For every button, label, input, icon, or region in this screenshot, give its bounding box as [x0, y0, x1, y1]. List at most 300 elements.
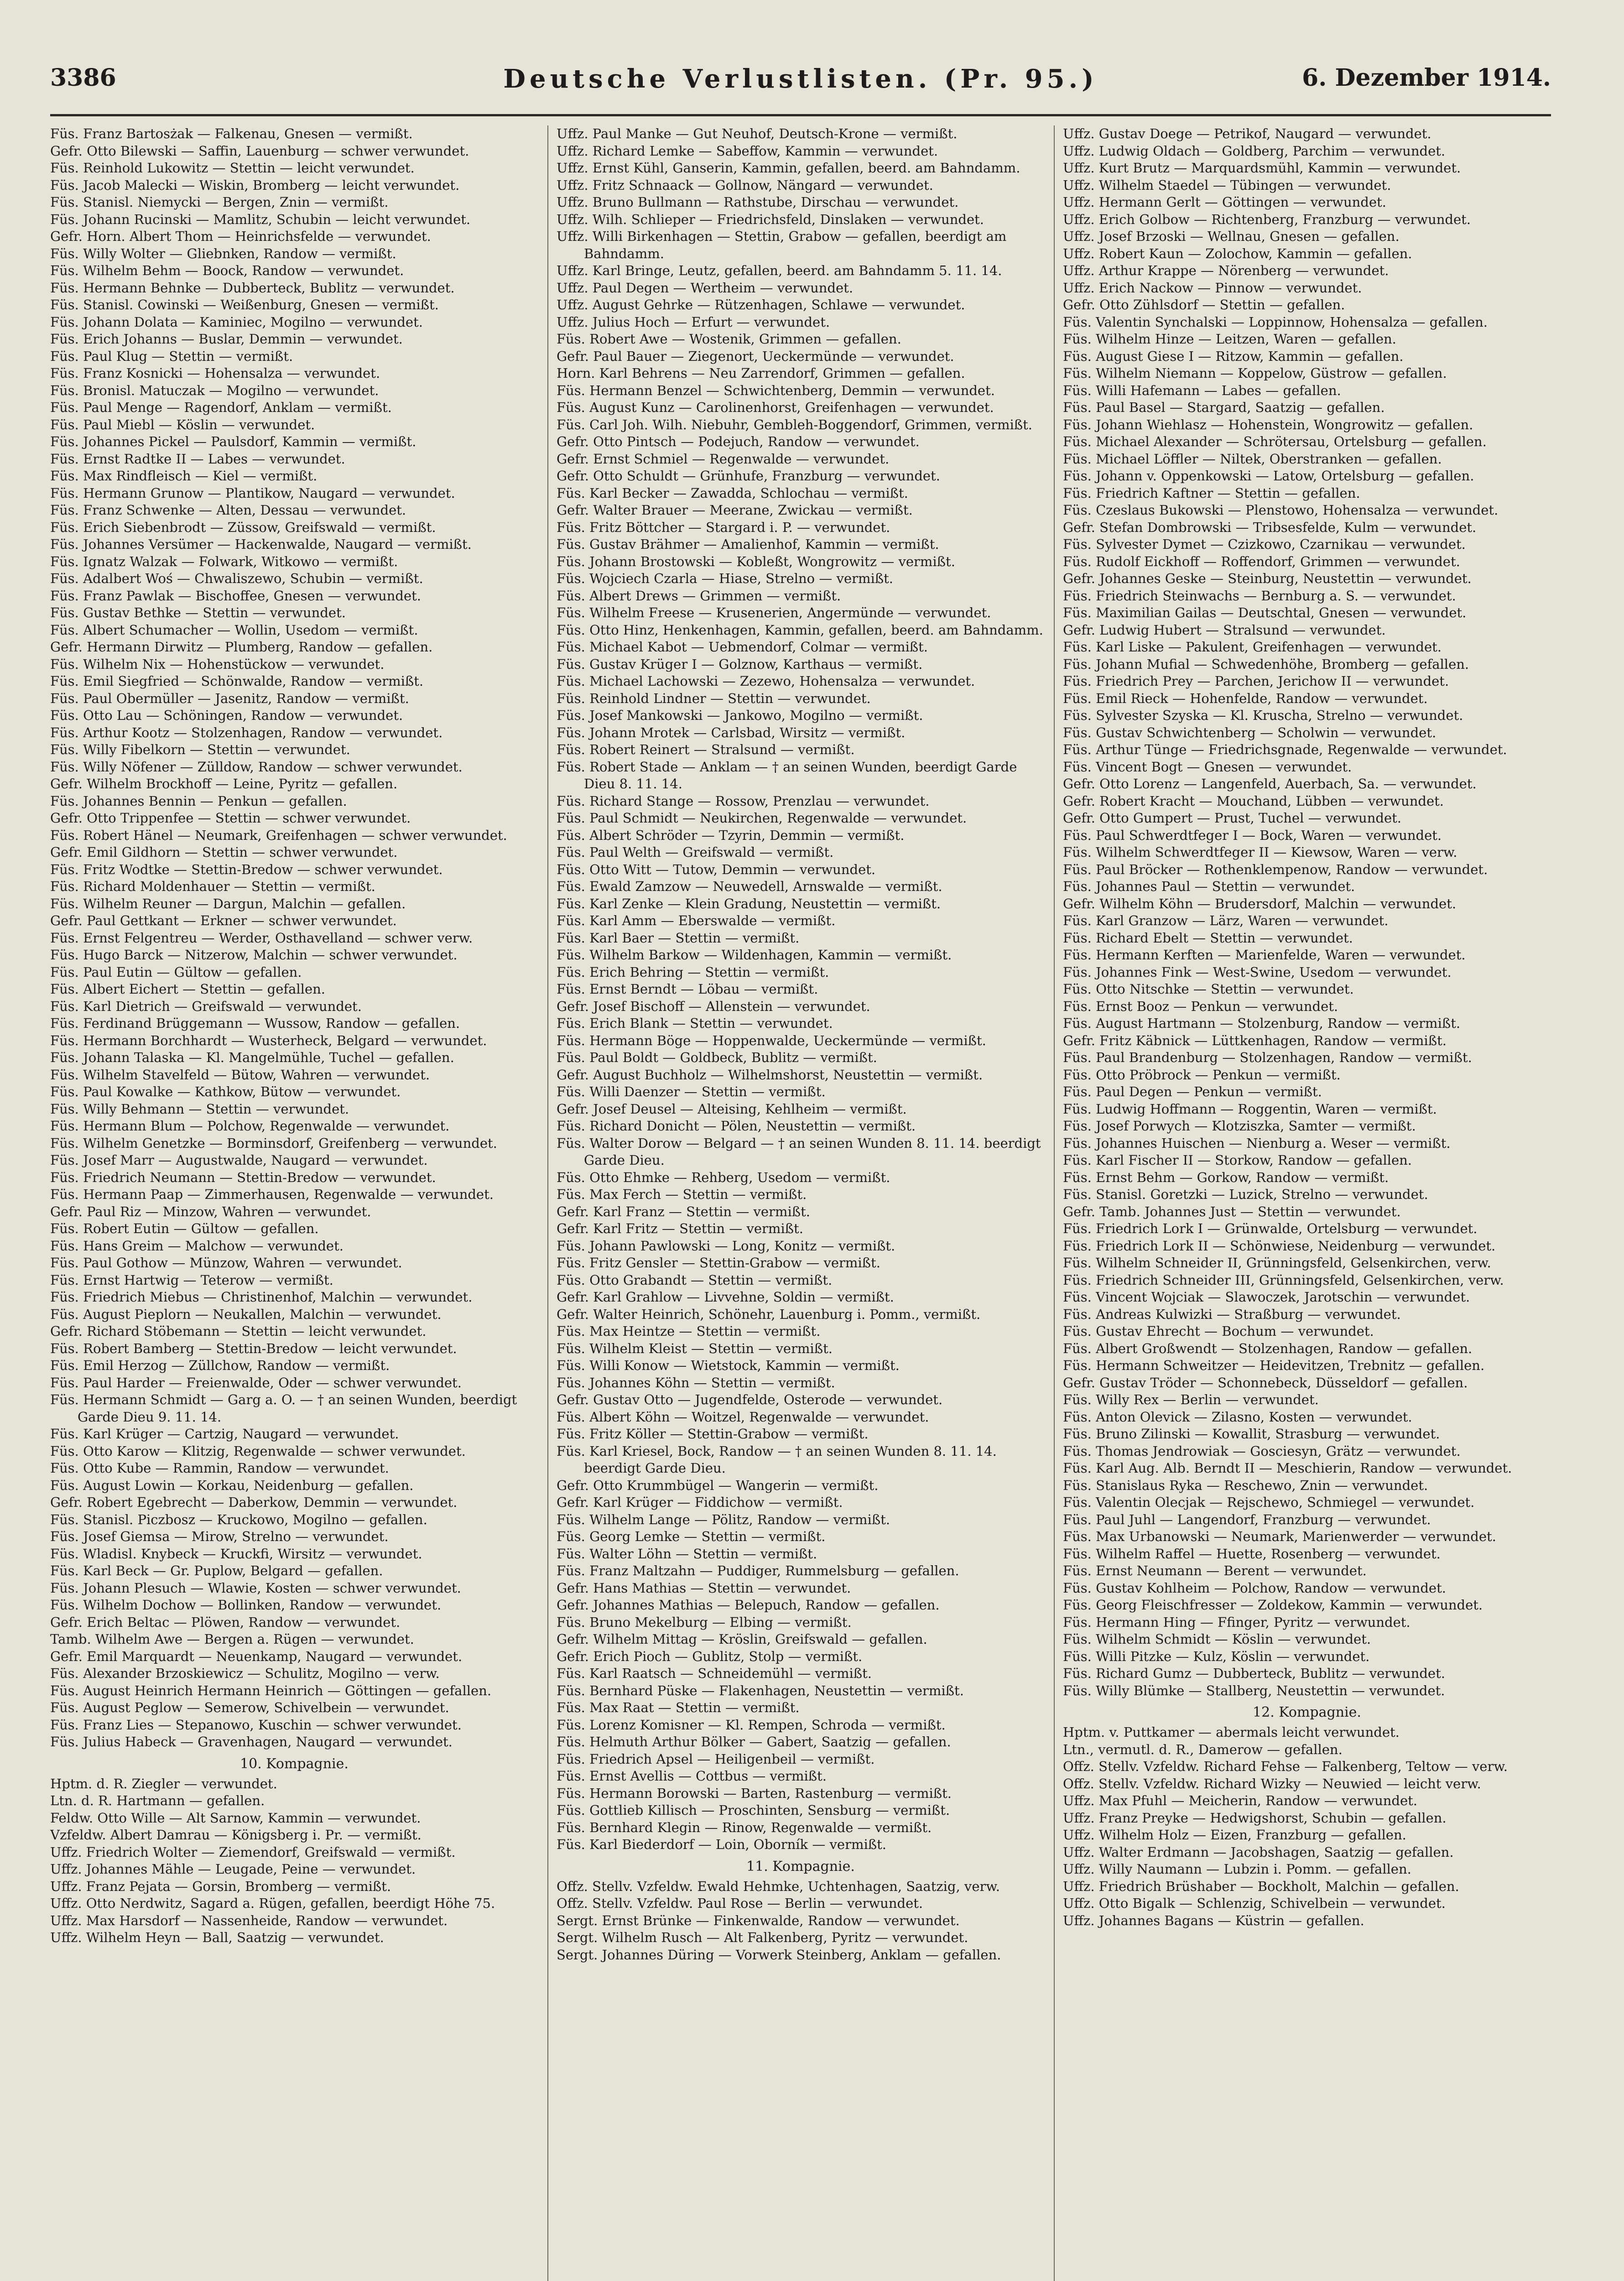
- casualty-entry: Offz. Stellv. Vzfeldw. Richard Wizky — Neuwied — leicht verw.: [1063, 1776, 1481, 1791]
- casualty-entry: Füs. Willi Pitzke — Kulz, Köslin — verwundet.: [1063, 1648, 1370, 1664]
- casualty-entry: Füs. Czeslaus Bukowski — Plenstowo, Hohensalza — verwundet.: [1063, 502, 1499, 518]
- casualty-entry: Gefr. Stefan Dombrowski — Tribsesfelde, Kulm — verwundet.: [1063, 519, 1477, 535]
- casualty-entry: Füs. Willy Fibelkorn — Stettin — verwundet.: [50, 742, 350, 757]
- casualty-entry: Füs. Wilhelm Barkow — Wildenhagen, Kammin — vermißt.: [557, 947, 952, 963]
- issue-number: (Pr. 95.): [944, 64, 1098, 94]
- casualty-entry: Füs. Max Ferch — Stettin — vermißt.: [557, 1187, 807, 1202]
- casualty-entry: Füs. Paul Basel — Stargard, Saatzig — gefallen.: [1063, 400, 1385, 415]
- casualty-entry: Uffz. Wilhelm Heyn — Ball, Saatzig — verwundet.: [50, 1930, 384, 1945]
- casualty-entry: Füs. Lorenz Komisner — Kl. Rempen, Schroda — vermißt.: [557, 1717, 946, 1733]
- casualty-entry: Füs. Stanislaus Ryka — Reschewo, Znin — verwundet.: [1063, 1477, 1428, 1493]
- casualty-entry: Sergt. Wilhelm Rusch — Alt Falkenberg, Pyritz — verwundet.: [557, 1930, 968, 1945]
- casualty-entry: Füs. Helmuth Arthur Bölker — Gabert, Saatzig — gefallen.: [557, 1734, 951, 1750]
- casualty-entry: Uffz. Friedrich Brüshaber — Bockholt, Malchin — gefallen.: [1063, 1878, 1459, 1894]
- casualty-entry: Füs. Wilhelm Genetzke — Borminsdorf, Greifenberg — verwundet.: [50, 1135, 497, 1151]
- casualty-entry: Offz. Stellv. Vzfeldw. Richard Fehse — Falkenberg, Teltow — verw.: [1063, 1759, 1508, 1774]
- casualty-entry: Sergt. Ernst Brünke — Finkenwalde, Randow — verwundet.: [557, 1912, 960, 1928]
- casualty-entry: Füs. Hans Greim — Malchow — verwundet.: [50, 1238, 344, 1254]
- casualty-entry: Füs. Wilhelm Hinze — Leitzen, Waren — gefallen.: [1063, 331, 1396, 347]
- casualty-entry: Füs. Willy Wolter — Gliebnken, Randow — vermißt.: [50, 245, 396, 261]
- casualty-entry: Füs. Ernst Booz — Penkun — verwundet.: [1063, 998, 1338, 1014]
- casualty-entry: Uffz. Josef Brzoski — Wellnau, Gnesen — gefallen.: [1063, 229, 1400, 244]
- casualty-entry: Füs. Max Urbanowski — Neumark, Marienwerder — verwundet.: [1063, 1529, 1496, 1544]
- issue-date: 6. Dezember 1914.: [1302, 64, 1551, 92]
- casualty-entry: Uffz. Richard Lemke — Sabeffow, Kammin — verwundet.: [557, 143, 938, 159]
- casualty-entry: Füs. Hermann Borchhardt — Wusterheck, Belgard — verwundet.: [50, 1032, 487, 1048]
- casualty-entry: Füs. Julius Habeck — Gravenhagen, Naugard — verwundet.: [50, 1734, 453, 1750]
- casualty-entry: Füs. Valentin Synchalski — Loppinnow, Hohensalza — gefallen.: [1063, 314, 1488, 330]
- casualty-entry: Füs. Richard Donicht — Pölen, Neustettin — vermißt.: [557, 1118, 916, 1134]
- casualty-entry: Füs. Erich Siebenbrodt — Züssow, Greifswald — vermißt.: [50, 519, 436, 535]
- company-heading: 11. Kompagnie.: [746, 1858, 855, 1875]
- casualty-entry: Füs. Bronisl. Matuczak — Mogilno — verwundet.: [50, 382, 379, 398]
- casualty-entry: Füs. Erich Behring — Stettin — vermißt.: [557, 964, 829, 980]
- casualty-entry: Sergt. Johannes Düring — Vorwerk Steinberg, Anklam — gefallen.: [557, 1947, 1001, 1963]
- casualty-entry: Füs. August Heinrich Hermann Heinrich — Göttingen — gefallen.: [50, 1682, 492, 1698]
- casualty-entry: Füs. Gustav Brähmer — Amalienhof, Kammin — vermißt.: [557, 536, 939, 552]
- casualty-entry: Füs. Ernst Hartwig — Teterow — vermißt.: [50, 1272, 333, 1288]
- casualty-entry: Füs. Johann Talaska — Kl. Mangelmühle, Tuchel — gefallen.: [50, 1050, 454, 1065]
- casualty-entry: Füs. Wilhelm Niemann — Koppelow, Güstrow — gefallen.: [1063, 365, 1447, 381]
- casualty-entry: Gefr. Karl Fritz — Stettin — vermißt.: [557, 1221, 803, 1236]
- casualty-entry: Gefr. Horn. Albert Thom — Heinrichsfelde — verwundet.: [50, 229, 431, 244]
- casualty-entry: Füs. Karl Biederdorf — Loin, Oborník — vermißt.: [557, 1837, 886, 1852]
- casualty-entry: Gefr. Tamb. Johannes Just — Stettin — verwundet.: [1063, 1203, 1401, 1219]
- casualty-entry: Füs. Karl Zenke — Klein Gradung, Neustettin — vermißt.: [557, 896, 941, 911]
- casualty-entry: Hptm. v. Puttkamer — abermals leicht verwundet.: [1063, 1724, 1400, 1740]
- casualty-entry: Füs. Paul Obermüller — Jasenitz, Randow — vermißt.: [50, 690, 409, 706]
- casualty-entry: Uffz. Max Pfuhl — Meicherin, Randow — verwundet.: [1063, 1793, 1418, 1808]
- casualty-entry: Gefr. Wilhelm Brockhoff — Leine, Pyritz — gefallen.: [50, 776, 398, 792]
- casualty-entry: Füs. Hermann Schweitzer — Heidevitzen, Trebnitz — gefallen.: [1063, 1358, 1485, 1373]
- casualty-entry: Füs. Otto Grabandt — Stettin — vermißt.: [557, 1272, 833, 1288]
- casualty-entry: Füs. Willi Daenzer — Stettin — vermißt.: [557, 1084, 826, 1099]
- casualty-entry: Füs. Paul Brandenburg — Stolzenhagen, Randow — vermißt.: [1063, 1050, 1472, 1065]
- casualty-entry: Uffz. Erich Golbow — Richtenberg, Franzburg — verwundet.: [1063, 211, 1471, 227]
- casualty-entry: Gefr. Hans Mathias — Stettin — verwundet.: [557, 1580, 851, 1596]
- casualty-entry: Füs. Karl Liske — Pakulent, Greifenhagen — verwundet.: [1063, 639, 1442, 655]
- casualty-entry: Füs. Paul Eutin — Gültow — gefallen.: [50, 964, 302, 980]
- casualty-entry: Füs. Ferdinand Brüggemann — Wussow, Randow — gefallen.: [50, 1016, 460, 1031]
- casualty-entry: Füs. Wilhelm Schwerdtfeger II — Kiewsow, Waren — verw.: [1063, 844, 1457, 860]
- casualty-entry: Füs. Karl Becker — Zawadda, Schlochau — vermißt.: [557, 485, 908, 501]
- casualty-entry: Füs. Erich Johanns — Buslar, Demmin — verwundet.: [50, 331, 403, 347]
- casualty-entry: Gefr. Otto Zühlsdorf — Stettin — gefallen.: [1063, 297, 1345, 312]
- casualty-entry: Füs. Vincent Wojciak — Slawoczek, Jarotschin — verwundet.: [1063, 1289, 1470, 1305]
- casualty-entry: Füs. Paul Schwerdtfeger I — Bock, Waren — verwundet.: [1063, 827, 1442, 843]
- casualty-entry: Füs. August Hartmann — Stolzenburg, Randow — vermißt.: [1063, 1016, 1461, 1031]
- casualty-entry: Füs. Paul Bröcker — Rothenklempenow, Randow — verwundet.: [1063, 861, 1488, 877]
- casualty-entry: Uffz. Arthur Krappe — Nörenberg — verwundet.: [1063, 263, 1389, 278]
- casualty-entry: Füs. Willy Behmann — Stettin — verwundet.: [50, 1101, 349, 1117]
- casualty-entry: Füs. Paul Miebl — Köslin — verwundet.: [50, 417, 315, 432]
- casualty-entry: Gefr. Erich Beltac — Plöwen, Randow — verwundet.: [50, 1614, 401, 1630]
- casualty-entry: Füs. Walter Löhn — Stettin — vermißt.: [557, 1546, 817, 1562]
- casualty-entry: Füs. Albert Drews — Grimmen — vermißt.: [557, 588, 841, 604]
- casualty-entry: Füs. Karl Raatsch — Schneidemühl — vermißt.: [557, 1666, 872, 1681]
- casualty-entry: Füs. Gottlieb Killisch — Proschinten, Sensburg — vermißt.: [557, 1802, 950, 1818]
- casualty-entry: Füs. Josef Porwych — Klotziszka, Samter — vermißt.: [1063, 1118, 1416, 1134]
- casualty-entry: Füs. Paul Boldt — Goldbeck, Bublitz — vermißt.: [557, 1050, 877, 1065]
- casualty-entry: Füs. Paul Gothow — Münzow, Wahren — verwundet.: [50, 1255, 402, 1271]
- casualty-entry: Füs. Georg Fleischfresser — Zoldekow, Kammin — verwundet.: [1063, 1597, 1483, 1613]
- casualty-entry: Füs. Friedrich Kaftner — Stettin — gefallen.: [1063, 485, 1360, 501]
- casualty-entry: Füs. Stanisl. Goretzki — Luzick, Strelno — verwundet.: [1063, 1187, 1428, 1202]
- page-header: [50, 64, 1551, 116]
- column-2: [557, 125, 1045, 2281]
- casualty-entry: Füs. Wilhelm Freese — Krusenerien, Angermünde — verwundet.: [557, 605, 991, 620]
- casualty-entry: Gefr. Robert Kracht — Mouchand, Lübben — verwundet.: [1063, 793, 1444, 809]
- casualty-entry: Füs. Otto Nitschke — Stettin — verwundet.: [1063, 981, 1354, 997]
- casualty-entry: Gefr. Robert Egebrecht — Daberkow, Demmin — verwundet.: [50, 1495, 458, 1510]
- casualty-entry: Uffz. Franz Pejata — Gorsin, Bromberg — vermißt.: [50, 1878, 391, 1894]
- casualty-entry: Füs. Friedrich Lork II — Schönwiese, Neidenburg — verwundet.: [1063, 1238, 1496, 1254]
- casualty-entry: Füs. Josef Marr — Augustwalde, Naugard — verwundet.: [50, 1152, 428, 1168]
- casualty-entry: Füs. Michael Alexander — Schrötersau, Ortelsburg — gefallen.: [1063, 434, 1487, 449]
- casualty-entry: Uffz. Willy Naumann — Lubzin i. Pomm. — gefallen.: [1063, 1861, 1411, 1877]
- casualty-entry: Füs. Robert Awe — Wostenik, Grimmen — gefallen.: [557, 331, 901, 347]
- casualty-entry: Füs. Friedrich Lork I — Grünwalde, Ortelsburg — verwundet.: [1063, 1221, 1478, 1236]
- casualty-entry: Füs. Johannes Huischen — Nienburg a. Weser — vermißt.: [1063, 1135, 1451, 1151]
- casualty-entry: Füs. Walter Dorow — Belgard — † an seinen Wunden 8. 11. 14. beerdigt Garde Dieu.: [557, 1135, 1041, 1168]
- casualty-entry: Füs. Wilhelm Reuner — Dargun, Malchin — gefallen.: [50, 896, 406, 911]
- casualty-entry: Gefr. Otto Bilewski — Saffin, Lauenburg — schwer verwundet.: [50, 143, 469, 159]
- casualty-entry: Füs. Friedrich Miebus — Christinenhof, Malchin — verwundet.: [50, 1289, 473, 1305]
- casualty-entry: Uffz. Johannes Mähle — Leugade, Peine — verwundet.: [50, 1861, 416, 1877]
- casualty-entry: Uffz. Hermann Gerlt — Göttingen — verwundet.: [1063, 194, 1386, 210]
- casualty-entry: Füs. Emil Rieck — Hohenfelde, Randow — verwundet.: [1063, 690, 1428, 706]
- casualty-entry: Füs. Paul Kowalke — Kathkow, Bütow — verwundet.: [50, 1084, 401, 1099]
- casualty-entry: Füs. Paul Schmidt — Neukirchen, Regenwalde — verwundet.: [557, 810, 967, 826]
- casualty-entry: Gefr. Karl Franz — Stettin — vermißt.: [557, 1203, 810, 1219]
- company-heading: 12. Kompagnie.: [1253, 1704, 1361, 1720]
- casualty-entry: Füs. Bernhard Püske — Flakenhagen, Neustettin — vermißt.: [557, 1682, 964, 1698]
- casualty-entry: Füs. Hermann Böge — Hoppenwalde, Ueckermünde — vermißt.: [557, 1032, 986, 1048]
- casualty-entry: Uffz. Julius Hoch — Erfurt — verwundet.: [557, 314, 830, 330]
- casualty-entry: Füs. Albert Köhn — Woitzel, Regenwalde — verwundet.: [557, 1409, 929, 1425]
- casualty-entry: Füs. Fritz Böttcher — Stargard i. P. — verwundet.: [557, 519, 890, 535]
- casualty-entry: Füs. Wilhelm Kleist — Stettin — vermißt.: [557, 1340, 833, 1356]
- casualty-entry: Füs. Bruno Mekelburg — Elbing — vermißt.: [557, 1614, 852, 1630]
- casualty-entry: Füs. Franz Schwenke — Alten, Dessau — verwundet.: [50, 502, 406, 518]
- casualty-entry: Uffz. Ludwig Oldach — Goldberg, Parchim — verwundet.: [1063, 143, 1446, 159]
- casualty-entry: Füs. Hugo Barck — Nitzerow, Malchin — schwer verwundet.: [50, 947, 458, 963]
- casualty-entry: Füs. Franz Maltzahn — Puddiger, Rummelsburg — gefallen.: [557, 1563, 959, 1578]
- casualty-entry: Füs. Hermann Behnke — Dubberteck, Bublitz — verwundet.: [50, 280, 455, 296]
- casualty-entry: Uffz. Karl Bringe, Leutz, gefallen, beerd. am Bahndamm 5. 11. 14.: [557, 263, 1002, 278]
- publication-name: Deutsche Verlustlisten.: [503, 64, 932, 94]
- casualty-entry: Füs. Anton Olevick — Zilasno, Kosten — verwundet.: [1063, 1409, 1412, 1425]
- casualty-entry: Gefr. Otto Krummbügel — Wangerin — vermißt.: [557, 1477, 879, 1493]
- casualty-entry: Offz. Stellv. Vzfeldw. Paul Rose — Berlin — verwundet.: [557, 1896, 923, 1911]
- casualty-entry: Füs. Franz Lies — Stepanowo, Kuschin — schwer verwundet.: [50, 1717, 462, 1733]
- casualty-entry: Uffz. Robert Kaun — Zolochow, Kammin — gefallen.: [1063, 245, 1412, 261]
- column-divider: [547, 125, 548, 2281]
- casualty-entry: Füs. Karl Aug. Alb. Berndt II — Meschierin, Randow — verwundet.: [1063, 1460, 1512, 1476]
- casualty-entry: Füs. Karl Amm — Eberswalde — vermißt.: [557, 913, 836, 928]
- casualty-entry: Uffz. Willi Birkenhagen — Stettin, Grabow — gefallen, beerdigt am Bahndamm.: [557, 229, 1007, 261]
- company-heading: 10. Kompagnie.: [240, 1755, 349, 1772]
- casualty-entry: Gefr. Hermann Dirwitz — Plumberg, Randow — gefallen.: [50, 639, 433, 655]
- casualty-entry: Füs. Robert Eutin — Gültow — gefallen.: [50, 1221, 319, 1236]
- casualty-entry: Uffz. Gustav Doege — Petrikof, Naugard — verwundet.: [1063, 126, 1431, 141]
- casualty-entry: Füs. Friedrich Prey — Parchen, Jerichow II — verwundet.: [1063, 673, 1449, 689]
- casualty-entry: Füs. Wojciech Czarla — Hiase, Strelno — vermißt.: [557, 571, 893, 586]
- casualty-entry: Uffz. Wilh. Schlieper — Friedrichsfeld, Dinslaken — verwundet.: [557, 211, 984, 227]
- casualty-entry: Füs. Paul Harder — Freienwalde, Oder — schwer verwundet.: [50, 1375, 462, 1390]
- casualty-entry: Füs. Bruno Zilinski — Kowallit, Strasburg — verwundet.: [1063, 1426, 1440, 1442]
- casualty-entry: Füs. Reinhold Lukowitz — Stettin — leicht verwundet.: [50, 160, 415, 176]
- casualty-entry: Gefr. Otto Schuldt — Grünhufe, Franzburg — verwundet.: [557, 468, 940, 484]
- casualty-entry: Füs. Hermann Blum — Polchow, Regenwalde — verwundet.: [50, 1118, 450, 1134]
- casualty-entry: Füs. Robert Stade — Anklam — † an seinen Wunden, beerdigt Garde Dieu 8. 11. 14.: [557, 759, 1017, 792]
- casualty-entry: Füs. Max Raat — Stettin — vermißt.: [557, 1700, 800, 1715]
- casualty-entry: Füs. Michael Lachowski — Zezewo, Hohensalza — verwundet.: [557, 673, 975, 689]
- casualty-entry: Uffz. Max Harsdorf — Nassenheide, Randow — verwundet.: [50, 1912, 448, 1928]
- casualty-entry: Füs. Otto Hinz, Henkenhagen, Kammin, gefallen, beerd. am Bahndamm.: [557, 622, 1043, 638]
- casualty-entry: Füs. Friedrich Schneider III, Grünningsfeld, Gelsenkirchen, verw.: [1063, 1272, 1504, 1288]
- casualty-entry: Füs. Gustav Bethke — Stettin — verwundet.: [50, 605, 346, 620]
- casualty-entry: Gefr. Gustav Otto — Jugendfelde, Osterode — verwundet.: [557, 1392, 943, 1407]
- casualty-entry: Füs. August Pieplorn — Neukallen, Malchin — verwundet.: [50, 1306, 442, 1322]
- casualty-entry: Füs. Paul Menge — Ragendorf, Anklam — vermißt.: [50, 400, 392, 415]
- casualty-entry: Gefr. Josef Bischoff — Allenstein — verwundet.: [557, 998, 870, 1014]
- casualty-entry: Gefr. Walter Heinrich, Schönehr, Lauenburg i. Pomm., vermißt.: [557, 1306, 981, 1322]
- casualty-entry: Füs. Emil Siegfried — Schönwalde, Randow — vermißt.: [50, 673, 424, 689]
- casualty-entry: Füs. Arthur Kootz — Stolzenhagen, Randow — verwundet.: [50, 724, 443, 740]
- casualty-entry: Füs. Johannes Fink — West-Swine, Usedom — verwundet.: [1063, 964, 1452, 980]
- casualty-entry: Füs. Wladisl. Knybeck — Kruckfi, Wirsitz — verwundet.: [50, 1546, 422, 1562]
- casualty-entry: Füs. Robert Reinert — Stralsund — vermißt.: [557, 742, 855, 757]
- casualty-entry: Füs. Hermann Paap — Zimmerhausen, Regenwalde — verwundet.: [50, 1187, 494, 1202]
- casualty-entry: Füs. Fritz Wodtke — Stettin-Bredow — schwer verwundet.: [50, 861, 443, 877]
- casualty-entry: Gefr. Ludwig Hubert — Stralsund — verwundet.: [1063, 622, 1386, 638]
- casualty-entry: Horn. Karl Behrens — Neu Zarrendorf, Grimmen — gefallen.: [557, 365, 965, 381]
- page-number: 3386: [50, 64, 116, 92]
- casualty-entry: Offz. Stellv. Vzfeldw. Ewald Hehmke, Uchtenhagen, Saatzig, verw.: [557, 1878, 1000, 1894]
- casualty-entry: Uffz. Walter Erdmann — Jacobshagen, Saatzig — gefallen.: [1063, 1844, 1454, 1860]
- casualty-entry: Gefr. Walter Brauer — Meerane, Zwickau — vermißt.: [557, 502, 913, 518]
- casualty-entry: Füs. Willy Rex — Berlin — verwundet.: [1063, 1392, 1319, 1407]
- casualty-entry: Gefr. Johannes Geske — Steinburg, Neustettin — verwundet.: [1063, 571, 1472, 586]
- casualty-entry: Füs. Ludwig Hoffmann — Roggentin, Waren — vermißt.: [1063, 1101, 1437, 1117]
- casualty-entry: Füs. Albert Großwendt — Stolzenhagen, Randow — gefallen.: [1063, 1340, 1473, 1356]
- casualty-entry: Füs. Paul Juhl — Langendorf, Franzburg — verwundet.: [1063, 1511, 1431, 1527]
- casualty-entry: Uffz. Franz Preyke — Hedwigshorst, Schubin — gefallen.: [1063, 1810, 1447, 1826]
- casualty-entry: Füs. Otto Witt — Tutow, Demmin — verwundet.: [557, 861, 876, 877]
- casualty-entry: Füs. Johannes Köhn — Stettin — vermißt.: [557, 1375, 835, 1390]
- casualty-entry: Gefr. Paul Riz — Minzow, Wahren — verwundet.: [50, 1203, 371, 1219]
- casualty-entry: Füs. Ernst Behm — Gorkow, Randow — vermißt.: [1063, 1169, 1389, 1185]
- casualty-entry: Füs. Karl Granzow — Lärz, Waren — verwundet.: [1063, 913, 1389, 928]
- column-divider: [1054, 125, 1055, 2281]
- casualty-entry: Füs. Richard Stange — Rossow, Prenzlau — verwundet.: [557, 793, 930, 809]
- casualty-entry: Füs. Wilhelm Schmidt — Köslin — verwundet.: [1063, 1631, 1371, 1647]
- casualty-entry: Füs. Willy Blümke — Stallberg, Neustettin — verwundet.: [1063, 1682, 1445, 1698]
- casualty-entry: Füs. Karl Baer — Stettin — vermißt.: [557, 930, 800, 946]
- casualty-entry: Tamb. Wilhelm Awe — Bergen a. Rügen — verwundet.: [50, 1631, 414, 1647]
- casualty-entry: Füs. Otto Ehmke — Rehberg, Usedom — vermißt.: [557, 1169, 890, 1185]
- casualty-entry: Uffz. Paul Manke — Gut Neuhof, Deutsch-Krone — vermißt.: [557, 126, 958, 141]
- casualty-entry: Ltn. d. R. Hartmann — gefallen.: [50, 1793, 265, 1808]
- casualty-entry: Gefr. Paul Bauer — Ziegenort, Ueckermünde — verwundet.: [557, 348, 954, 364]
- casualty-entry: Gefr. Wilhelm Mittag — Kröslin, Greifswald — gefallen.: [557, 1631, 927, 1647]
- casualty-entry: Füs. Johann Brostowski — Kobleßt, Wongrowitz — vermißt.: [557, 553, 955, 569]
- casualty-entry: Füs. Wilhelm Raffel — Huette, Rosenberg — verwundet.: [1063, 1546, 1441, 1562]
- casualty-entry: Füs. Valentin Olecjak — Rejschewo, Schmiegel — verwundet.: [1063, 1495, 1475, 1510]
- casualty-entry: Füs. Robert Hänel — Neumark, Greifenhagen — schwer verwundet.: [50, 827, 507, 843]
- casualty-entry: Gefr. Otto Pintsch — Podejuch, Randow — verwundet.: [557, 434, 920, 449]
- casualty-entry: Füs. Ernst Avellis — Cottbus — vermißt.: [557, 1768, 827, 1784]
- casualty-entry: Füs. Johann v. Oppenkowski — Latow, Ortelsburg — gefallen.: [1063, 468, 1474, 484]
- casualty-entry: Füs. Andreas Kulwizki — Straßburg — verwundet.: [1063, 1306, 1401, 1322]
- casualty-entry: Füs. Georg Lemke — Stettin — vermißt.: [557, 1529, 826, 1544]
- casualty-entry: Füs. Emil Herzog — Züllchow, Randow — vermißt.: [50, 1358, 390, 1373]
- casualty-entry: Füs. Hermann Borowski — Barten, Rastenburg — vermißt.: [557, 1785, 952, 1801]
- casualty-entry: Füs. Johann Mrotek — Carlsbad, Wirsitz — vermißt.: [557, 724, 906, 740]
- casualty-entry: Uffz. August Gehrke — Rützenhagen, Schlawe — verwundet.: [557, 297, 965, 312]
- casualty-entry: Feldw. Otto Wille — Alt Sarnow, Kammin — verwundet.: [50, 1810, 421, 1826]
- casualty-entry: Füs. Franz Pawlak — Bischoffee, Gnesen — verwundet.: [50, 588, 422, 604]
- casualty-entry: Füs. Johann Wiehlasz — Hohenstein, Wongrowitz — gefallen.: [1063, 417, 1473, 432]
- casualty-entry: Gefr. Emil Gildhorn — Stettin — schwer verwundet.: [50, 844, 398, 860]
- casualty-entry: Füs. Wilhelm Stavelfeld — Bütow, Wahren — verwundet.: [50, 1067, 430, 1083]
- casualty-entry: Füs. Ewald Zamzow — Neuwedell, Arnswalde — vermißt.: [557, 879, 942, 894]
- casualty-entry: Füs. Hermann Hing — Ffinger, Pyritz — verwundet.: [1063, 1614, 1411, 1630]
- casualty-entry: Füs. Gustav Krüger I — Golznow, Karthaus — vermißt.: [557, 656, 923, 672]
- casualty-entry: Füs. Gustav Schwichtenberg — Scholwin — verwundet.: [1063, 724, 1437, 740]
- casualty-entry: Hptm. d. R. Ziegler — verwundet.: [50, 1776, 277, 1791]
- casualty-entry: Füs. Karl Kriesel, Bock, Randow — † an seinen Wunden 8. 11. 14. beerdigt Garde Dieu.: [557, 1443, 997, 1476]
- casualty-entry: Füs. Hermann Kerften — Marienfelde, Waren — verwundet.: [1063, 947, 1466, 963]
- casualty-entry: Vzfeldw. Albert Damrau — Königsberg i. Pr. — vermißt.: [50, 1827, 422, 1843]
- casualty-entry: Füs. Wilhelm Lange — Pölitz, Randow — vermißt.: [557, 1511, 890, 1527]
- casualty-entry: Gefr. Johannes Mathias — Belepuch, Randow — gefallen.: [557, 1597, 940, 1613]
- casualty-entry: Füs. Fritz Köller — Stettin-Grabow — vermißt.: [557, 1426, 869, 1442]
- column-1: [50, 125, 538, 2281]
- casualty-entry: Füs. Albert Schumacher — Wollin, Usedom — vermißt.: [50, 622, 418, 638]
- casualty-entry: Füs. Friedrich Neumann — Stettin-Bredow — verwundet.: [50, 1169, 436, 1185]
- column-3: [1063, 125, 1551, 2281]
- casualty-entry: Uffz. Bruno Bullmann — Rathstube, Dirschau — verwundet.: [557, 194, 959, 210]
- casualty-entry: Füs. Johann Plesuch — Wlawie, Kosten — schwer verwundet.: [50, 1580, 461, 1596]
- casualty-entry: Gefr. Gustav Tröder — Schonnebeck, Düsseldorf — gefallen.: [1063, 1375, 1468, 1390]
- casualty-entry: Füs. Johannes Bennin — Penkun — gefallen.: [50, 793, 347, 809]
- casualty-entry: Füs. Ernst Berndt — Löbau — vermißt.: [557, 981, 818, 997]
- casualty-entry: Ltn., vermutl. d. R., Damerow — gefallen.: [1063, 1741, 1343, 1757]
- casualty-entry: Füs. Albert Schröder — Tzyrin, Demmin — vermißt.: [557, 827, 905, 843]
- casualty-entry: Füs. Karl Krüger — Cartzig, Naugard — verwundet.: [50, 1426, 399, 1442]
- casualty-entry: Füs. Wilhelm Nix — Hohenstückow — verwundet.: [50, 656, 385, 672]
- casualty-entry: Füs. Hermann Schmidt — Garg a. O. — † an seinen Wunden, beerdigt Garde Dieu 9. 11. 14.: [50, 1392, 517, 1425]
- casualty-entry: Füs. Gustav Ehrecht — Bochum — verwundet.: [1063, 1323, 1374, 1339]
- casualty-entry: Füs. Otto Pröbrock — Penkun — vermißt.: [1063, 1067, 1341, 1083]
- casualty-entry: Gefr. Otto Trippenfee — Stettin — schwer verwundet.: [50, 810, 411, 826]
- casualty-entry: Gefr. Paul Gettkant — Erkner — schwer verwundet.: [50, 913, 397, 928]
- casualty-entry: Füs. August Kunz — Carolinenhorst, Greifenhagen — verwundet.: [557, 400, 994, 415]
- casualty-entry: Gefr. Otto Lorenz — Langenfeld, Auerbach, Sa. — verwundet.: [1063, 776, 1477, 792]
- casualty-entry: Füs. Richard Ebelt — Stettin — verwundet.: [1063, 930, 1353, 946]
- casualty-entry: Füs. Willy Nöfener — Zülldow, Randow — schwer verwundet.: [50, 759, 463, 775]
- casualty-entry: Uffz. Friedrich Wolter — Ziemendorf, Greifswald — vermißt.: [50, 1844, 456, 1860]
- casualty-entry: Füs. Stanisl. Cowinski — Weißenburg, Gnesen — vermißt.: [50, 297, 439, 312]
- casualty-entry: Füs. Johannes Versümer — Hackenwalde, Naugard — vermißt.: [50, 536, 472, 552]
- casualty-entry: Gefr. August Buchholz — Wilhelmshorst, Neustettin — vermißt.: [557, 1067, 983, 1083]
- casualty-entry: Uffz. Kurt Brutz — Marquardsmühl, Kammin — verwundet.: [1063, 160, 1461, 176]
- casualty-entry: Uffz. Erich Nackow — Pinnow — verwundet.: [1063, 280, 1362, 296]
- casualty-entry: Füs. Michael Kabot — Uebmendorf, Colmar — vermißt.: [557, 639, 928, 655]
- casualty-entry: Füs. Carl Joh. Wilh. Niebuhr, Gembleh-Boggendorf, Grimmen, vermißt.: [557, 417, 1033, 432]
- casualty-entry: Füs. Fritz Gensler — Stettin-Grabow — vermißt.: [557, 1255, 880, 1271]
- casualty-entry: Füs. Bernhard Klegin — Rinow, Regenwalde — vermißt.: [557, 1819, 932, 1835]
- casualty-entry: Füs. Stanisl. Piczbosz — Kruckowo, Mogilno — gefallen.: [50, 1511, 427, 1527]
- casualty-entry: Uffz. Wilhelm Staedel — Tübingen — verwundet.: [1063, 177, 1391, 193]
- casualty-entry: Füs. Johann Mufial — Schwedenhöhe, Bromberg — gefallen.: [1063, 656, 1469, 672]
- casualty-entry: Füs. Wilhelm Dochow — Bollinken, Randow — verwundet.: [50, 1597, 442, 1613]
- casualty-entry: Uffz. Paul Degen — Wertheim — verwundet.: [557, 280, 854, 296]
- casualty-entry: Füs. Vincent Bogt — Gnesen — verwundet.: [1063, 759, 1352, 775]
- casualty-entry: Füs. Willi Konow — Wietstock, Kammin — vermißt.: [557, 1358, 900, 1373]
- casualty-entry: Füs. Sylvester Szyska — Kl. Kruscha, Strelno — verwundet.: [1063, 708, 1463, 723]
- casualty-entry: Uffz. Ernst Kühl, Ganserin, Kammin, gefallen, beerd. am Bahndamm.: [557, 160, 1020, 176]
- casualty-entry: Füs. Josef Giemsa — Mirow, Strelno — verwundet.: [50, 1529, 389, 1544]
- casualty-entry: Füs. Johann Dolata — Kaminiec, Mogilno — verwundet.: [50, 314, 423, 330]
- casualty-entry: Füs. Karl Beck — Gr. Puplow, Belgard — gefallen.: [50, 1563, 383, 1578]
- casualty-entry: Gefr. Wilhelm Köhn — Brudersdorf, Malchin — verwundet.: [1063, 896, 1457, 911]
- casualty-entry: Füs. Hermann Grunow — Plantikow, Naugard — verwundet.: [50, 485, 455, 501]
- casualty-entry: Füs. Ignatz Walzak — Folwark, Witkowo — vermißt.: [50, 553, 398, 569]
- columns-container: [50, 125, 1551, 2281]
- casualty-entry: Füs. August Peglow — Semerow, Schivelbein — verwundet.: [50, 1700, 449, 1715]
- casualty-entry: Füs. Ernst Felgentreu — Werder, Osthavelland — schwer verw.: [50, 930, 473, 946]
- casualty-entry: Füs. Karl Fischer II — Storkow, Randow — gefallen.: [1063, 1152, 1412, 1168]
- casualty-entry: Füs. Franz Bartosżak — Falkenau, Gnesen — vermißt.: [50, 126, 413, 141]
- casualty-entry: Füs. Reinhold Lindner — Stettin — verwundet.: [557, 690, 871, 706]
- casualty-entry: Uffz. Johannes Bagans — Küstrin — gefallen.: [1063, 1912, 1364, 1928]
- casualty-entry: Füs. Max Rindfleisch — Kiel — vermißt.: [50, 468, 318, 484]
- casualty-entry: Füs. Adalbert Woś — Chwaliszewo, Schubin — vermißt.: [50, 571, 423, 586]
- casualty-entry: Uffz. Fritz Schnaack — Gollnow, Nängard — verwundet.: [557, 177, 933, 193]
- casualty-entry: Füs. Ernst Radtke II — Labes — verwundet.: [50, 451, 345, 467]
- casualty-entry: Gefr. Otto Gumpert — Prust, Tuchel — verwundet.: [1063, 810, 1401, 826]
- casualty-entry: Füs. Paul Degen — Penkun — vermißt.: [1063, 1084, 1322, 1099]
- casualty-entry: Füs. Friedrich Apsel — Heiligenbeil — vermißt.: [557, 1751, 875, 1767]
- casualty-entry: Gefr. Karl Grahlow — Livvehne, Soldin — vermißt.: [557, 1289, 894, 1305]
- casualty-entry: Gefr. Ernst Schmiel — Regenwalde — verwundet.: [557, 451, 890, 467]
- casualty-entry: Gefr. Richard Stöbemann — Stettin — leicht verwundet.: [50, 1323, 427, 1339]
- casualty-entry: Füs. Richard Gumz — Dubberteck, Bublitz — verwundet.: [1063, 1666, 1445, 1681]
- casualty-entry: Füs. Johannes Pickel — Paulsdorf, Kammin — vermißt.: [50, 434, 416, 449]
- casualty-entry: Füs. Paul Welth — Greifswald — vermißt.: [557, 844, 834, 860]
- casualty-entry: Füs. Franz Kosnicki — Hohensalza — verwundet.: [50, 365, 380, 381]
- casualty-entry: Füs. Johann Rucinski — Mamlitz, Schubin — leicht verwundet.: [50, 211, 471, 227]
- casualty-entry: Füs. Maximilian Gailas — Deutschtal, Gnesen — verwundet.: [1063, 605, 1467, 620]
- casualty-entry: Füs. Alexander Brzoskiewicz — Schulitz, Mogilno — verw.: [50, 1666, 440, 1681]
- casualty-entry: Uffz. Wilhelm Holz — Eizen, Franzburg — gefallen.: [1063, 1827, 1406, 1843]
- casualty-entry: Füs. Arthur Tünge — Friedrichsgnade, Regenwalde — verwundet.: [1063, 742, 1507, 757]
- casualty-entry: Füs. Johannes Paul — Stettin — verwundet.: [1063, 879, 1355, 894]
- casualty-entry: Gefr. Emil Marquardt — Neuenkamp, Naugard — verwundet.: [50, 1648, 463, 1664]
- casualty-entry: Füs. Jacob Malecki — Wiskin, Bromberg — leicht verwundet.: [50, 177, 460, 193]
- casualty-entry: Füs. Michael Löffler — Niltek, Oberstranken — gefallen.: [1063, 451, 1442, 467]
- casualty-entry: Gefr. Fritz Käbnick — Lüttkenhagen, Randow — vermißt.: [1063, 1032, 1447, 1048]
- casualty-entry: Füs. Wilhelm Behm — Boock, Randow — verwundet.: [50, 263, 404, 278]
- casualty-entry: Füs. Johann Pawlowski — Long, Konitz — vermißt.: [557, 1238, 895, 1254]
- casualty-entry: Füs. Stanisl. Niemycki — Bergen, Znin — vermißt.: [50, 194, 389, 210]
- casualty-entry: Füs. Sylvester Dymet — Czizkowo, Czarnikau — verwundet.: [1063, 536, 1466, 552]
- casualty-entry: Füs. Otto Lau — Schöningen, Randow — verwundet.: [50, 708, 403, 723]
- casualty-entry: Füs. August Lowin — Korkau, Neidenburg — gefallen.: [50, 1477, 414, 1493]
